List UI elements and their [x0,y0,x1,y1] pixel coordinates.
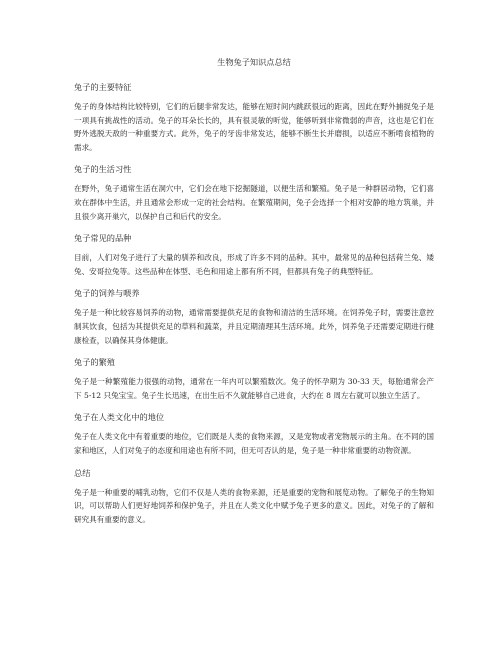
section-paragraph: 在野外，兔子通常生活在洞穴中，它们会在地下挖掘隧道，以便生活和繁殖。兔子是一种群居动物，它们喜欢在群体中生活，并且通常会形成一定的社会结构。在繁殖期间，兔子会选择一个相对安静的地方筑巢，并且很少离开巢穴，以保护自己和后代的安全。 [74,184,434,221]
section-raising-feeding [74,287,434,347]
document-title: 生物兔子知识点总结 [217,57,291,67]
section-paragraph: 兔子是一种繁殖能力很强的动物，通常在一年内可以繁殖数次。兔子的怀孕期为 30-33 天，每胎通常会产下 5-12 只兔宝宝。兔子生长迅速，在出生后不久就能够自己进食，大约在 8 周左右就可以独立生活了。 [74,377,434,400]
section-heading: 总结 [74,467,91,478]
section-common-breeds [74,232,434,278]
section-main-features [74,81,434,154]
section-living-habits [74,163,434,223]
section-paragraph: 兔子的身体结构比较特别，它们的后腿非常发达，能够在短时间内跳跃很远的距离，因此在野外捕捉兔子是一项具有挑战性的活动。兔子的耳朵长长的，具有很灵敏的听觉，能够听到非常微弱的声音，这也是它们在野外逃脱天敌的一种重要方式。此外，兔子的牙齿非常发达，能够不断生长并磨损，以适应不断啃食植物的需求。 [74,102,434,152]
section-human-culture [74,411,434,457]
section-reproduction [74,356,434,402]
section-heading: 兔子的饲养与喂养 [74,288,140,299]
section-paragraph: 目前，人们对兔子进行了大量的驯养和改良，形成了许多不同的品种。其中，最常见的品种包括荷兰兔、矮兔、安哥拉兔等。这些品种在体型、毛色和用途上都有所不同，但都具有兔子的典型特征。 [74,253,434,276]
section-heading: 兔子的生活习性 [74,164,132,175]
section-paragraph: 兔子在人类文化中有着重要的地位，它们既是人类的食物来源，又是宠物或者宠物展示的主角。在不同的国家和地区，人们对兔子的态度和用途也有所不同，但无可否认的是，兔子是一种非常重要的动物资源。 [74,432,434,455]
document-page [74,56,434,535]
section-paragraph: 兔子是一种重要的哺乳动物，它们不仅是人类的食物来源，还是重要的宠物和展览动物。了解兔子的生物知识，可以帮助人们更好地饲养和保护兔子，并且在人类文化中赋予兔子更多的意义。因此，对兔子的了解和研究具有重要的意义。 [74,487,434,524]
section-summary [74,467,434,527]
section-heading: 兔子在人类文化中的地位 [74,412,165,423]
section-paragraph: 兔子是一种比较容易饲养的动物，通常需要提供充足的食物和清洁的生活环境。在饲养兔子时，需要注意控制其饮食，包括为其提供充足的草料和蔬菜，并且定期清理其生活环境。此外，饲养兔子还需要定期进行健康检查，以确保其身体健康。 [74,308,434,345]
section-heading: 兔子的繁殖 [74,357,115,368]
section-heading: 兔子常见的品种 [74,233,132,244]
section-heading: 兔子的主要特征 [74,82,132,92]
